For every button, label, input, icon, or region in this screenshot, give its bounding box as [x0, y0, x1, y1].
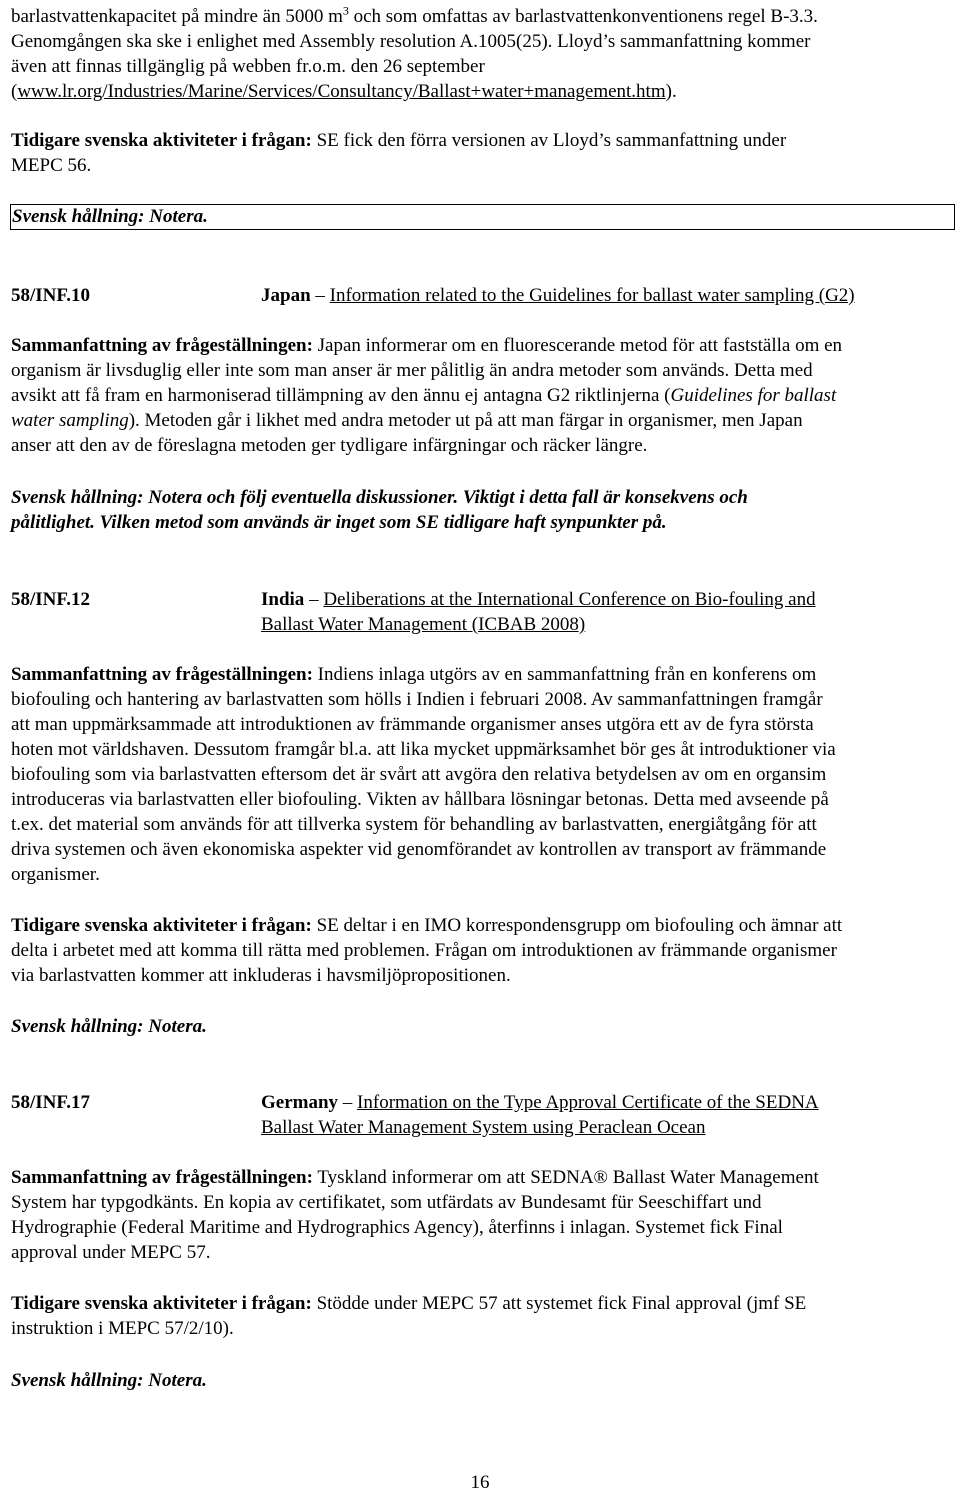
text-line: ). Metoden går i likhet med andra metoder ut på att man färgar in organismer, men Japan: [128, 410, 803, 431]
summary-label: Sammanfattning av frågeställningen:: [11, 335, 313, 356]
entry-title: [261, 587, 921, 637]
intro-paragraph: [11, 4, 953, 104]
entry-id: 58/INF.17: [11, 1092, 91, 1113]
entry-title-link[interactable]: Information related to the Guidelines for ballast water sampling (G2): [329, 285, 855, 306]
swedish-position: Svensk hållning: Notera.: [12, 206, 208, 227]
swedish-position: Svensk hållning: Notera.: [11, 1016, 207, 1037]
text-line: hoten mot världshaven. Dessutom framgår bl.a. att lika mycket uppmärksamhet bör ges åt introduktioner via: [11, 739, 836, 760]
dash: –: [304, 589, 324, 610]
summary: [11, 1165, 953, 1265]
text-line: barlastvattenkapacitet på mindre än 5000 m: [11, 6, 343, 27]
italic-text: water sampling: [11, 410, 129, 431]
text-line: och som omfattas av barlastvattenkonventionens regel B-3.3.: [348, 6, 818, 27]
entry-id: 58/INF.12: [11, 589, 91, 610]
text-line: anser att den av de föreslagna metoden ger tydligare infärgningar och räcker längre.: [11, 435, 648, 456]
text-line: Hydrographie (Federal Maritime and Hydrographics Agency), återfinns i inlagan. Systemet fick Final: [11, 1217, 783, 1238]
entry-title: [261, 283, 921, 308]
swedish-position: Svensk hållning: Notera.: [11, 1370, 207, 1391]
dash: –: [310, 285, 330, 306]
paren: (: [11, 81, 18, 102]
paren: ).: [665, 81, 677, 102]
text-line: även att finnas tillgänglig på webben fr.o.m. den 26 september: [11, 56, 485, 77]
text-line: Svensk hållning: Notera och följ eventuella diskussioner. Viktigt i detta fall är konsekvens och: [11, 487, 748, 508]
text-line: System har typgodkänts. En kopia av certifikatet, som utfärdats av Bundesamt für Seeschiffart und: [11, 1192, 762, 1213]
summary-label: Sammanfattning av frågeställningen:: [11, 1167, 313, 1188]
text-line: Stödde under MEPC 57 att systemet fick Final approval (jmf SE: [311, 1293, 807, 1314]
text-line: biofouling och hantering av barlastvatten som hölls i Indien i februari 2008. Av sammanfattningen framgår: [11, 689, 823, 710]
lloyds-link[interactable]: www.lr.org/Industries/Marine/Services/Consultancy/Ballast+water+management.htm: [17, 81, 666, 102]
entry-title-link[interactable]: Information on the Type Approval Certificate of the SEDNA: [357, 1092, 819, 1113]
text-line: Japan informerar om en fluorescerande metod för att fastställa om en: [312, 335, 843, 356]
text-line: avsikt att få fram en harmoniserad tillämpning av den ännu ej antagna G2 riktlinjerna (: [11, 385, 671, 406]
entry-title-link[interactable]: Deliberations at the International Conference on Bio-fouling and: [323, 589, 816, 610]
previous-activities: [11, 128, 953, 178]
text-line: driva systemen och även ekonomiska aspekter vid genomförandet av kontrollen av transport av främmande: [11, 839, 827, 860]
entry-country: Japan: [261, 285, 311, 306]
text-line: organismer.: [11, 864, 100, 885]
text-line: Tyskland informerar om att SEDNA® Ballast Water Management: [312, 1167, 819, 1188]
prev-activities-label: Tidigare svenska aktiviteter i frågan:: [11, 130, 312, 151]
entry-country: Germany: [261, 1092, 339, 1113]
entry-country: India: [261, 589, 305, 610]
text-line: via barlastvatten kommer att inkluderas i havsmiljöpropositionen.: [11, 965, 511, 986]
prev-activities-label: Tidigare svenska aktiviteter i frågan:: [11, 915, 312, 936]
entry-id: 58/INF.10: [11, 285, 91, 306]
swedish-position: [11, 485, 953, 535]
summary: [11, 333, 953, 458]
summary-label: Sammanfattning av frågeställningen:: [11, 664, 313, 685]
text-line: Genomgången ska ske i enlighet med Assembly resolution A.1005(25). Lloyd’s sammanfattning kommer: [11, 31, 811, 52]
text-line: MEPC 56.: [11, 155, 92, 176]
entry-title: [261, 1090, 921, 1140]
text-line: Indiens inlaga utgörs av en sammanfattning från en konferens om: [312, 664, 817, 685]
italic-text: Guidelines for ballast: [670, 385, 837, 406]
summary: [11, 662, 953, 887]
entry-title-link[interactable]: Ballast Water Management System using Peraclean Ocean: [261, 1117, 706, 1138]
swedish-position-box: [10, 204, 955, 230]
superscript: 3: [342, 3, 349, 18]
page-number: 16: [470, 1472, 490, 1493]
prev-activities-label: Tidigare svenska aktiviteter i frågan:: [11, 1293, 312, 1314]
text-line: introduceras via barlastvatten eller biofouling. Vikten av hållbara lösningar betonas. Detta med avseende på: [11, 789, 829, 810]
dash: –: [338, 1092, 358, 1113]
text-line: instruktion i MEPC 57/2/10).: [11, 1318, 234, 1339]
text-line: att man uppmärksammade att introduktionen av främmande organismer anses utgöra ett av de fyra största: [11, 714, 814, 735]
text-line: delta i arbetet med att komma till rätta med problemen. Frågan om introduktionen av främmande organismer: [11, 940, 837, 961]
text-line: approval under MEPC 57.: [11, 1242, 211, 1263]
previous-activities: [11, 1291, 953, 1341]
text-line: pålitlighet. Vilken metod som används är inget som SE tidligare haft synpunkter på.: [11, 512, 667, 533]
entry-title-link[interactable]: Ballast Water Management (ICBAB 2008): [261, 614, 586, 635]
text-line: SE deltar i en IMO korrespondensgrupp om biofouling och ämnar att: [311, 915, 843, 936]
text-line: SE fick den förra versionen av Lloyd’s sammanfattning under: [311, 130, 787, 151]
text-line: t.ex. det material som används för att tillverka system för behandling av barlastvatten, energiåtgång för att: [11, 814, 817, 835]
text-line: organism är livsduglig eller inte som man anser är mer pålitlig än andra metoder som används. Detta med: [11, 360, 813, 381]
previous-activities: [11, 913, 953, 988]
text-line: biofouling som via barlastvatten eftersom det är svårt att avgöra den relativa betydelsen av om en organsim: [11, 764, 827, 785]
